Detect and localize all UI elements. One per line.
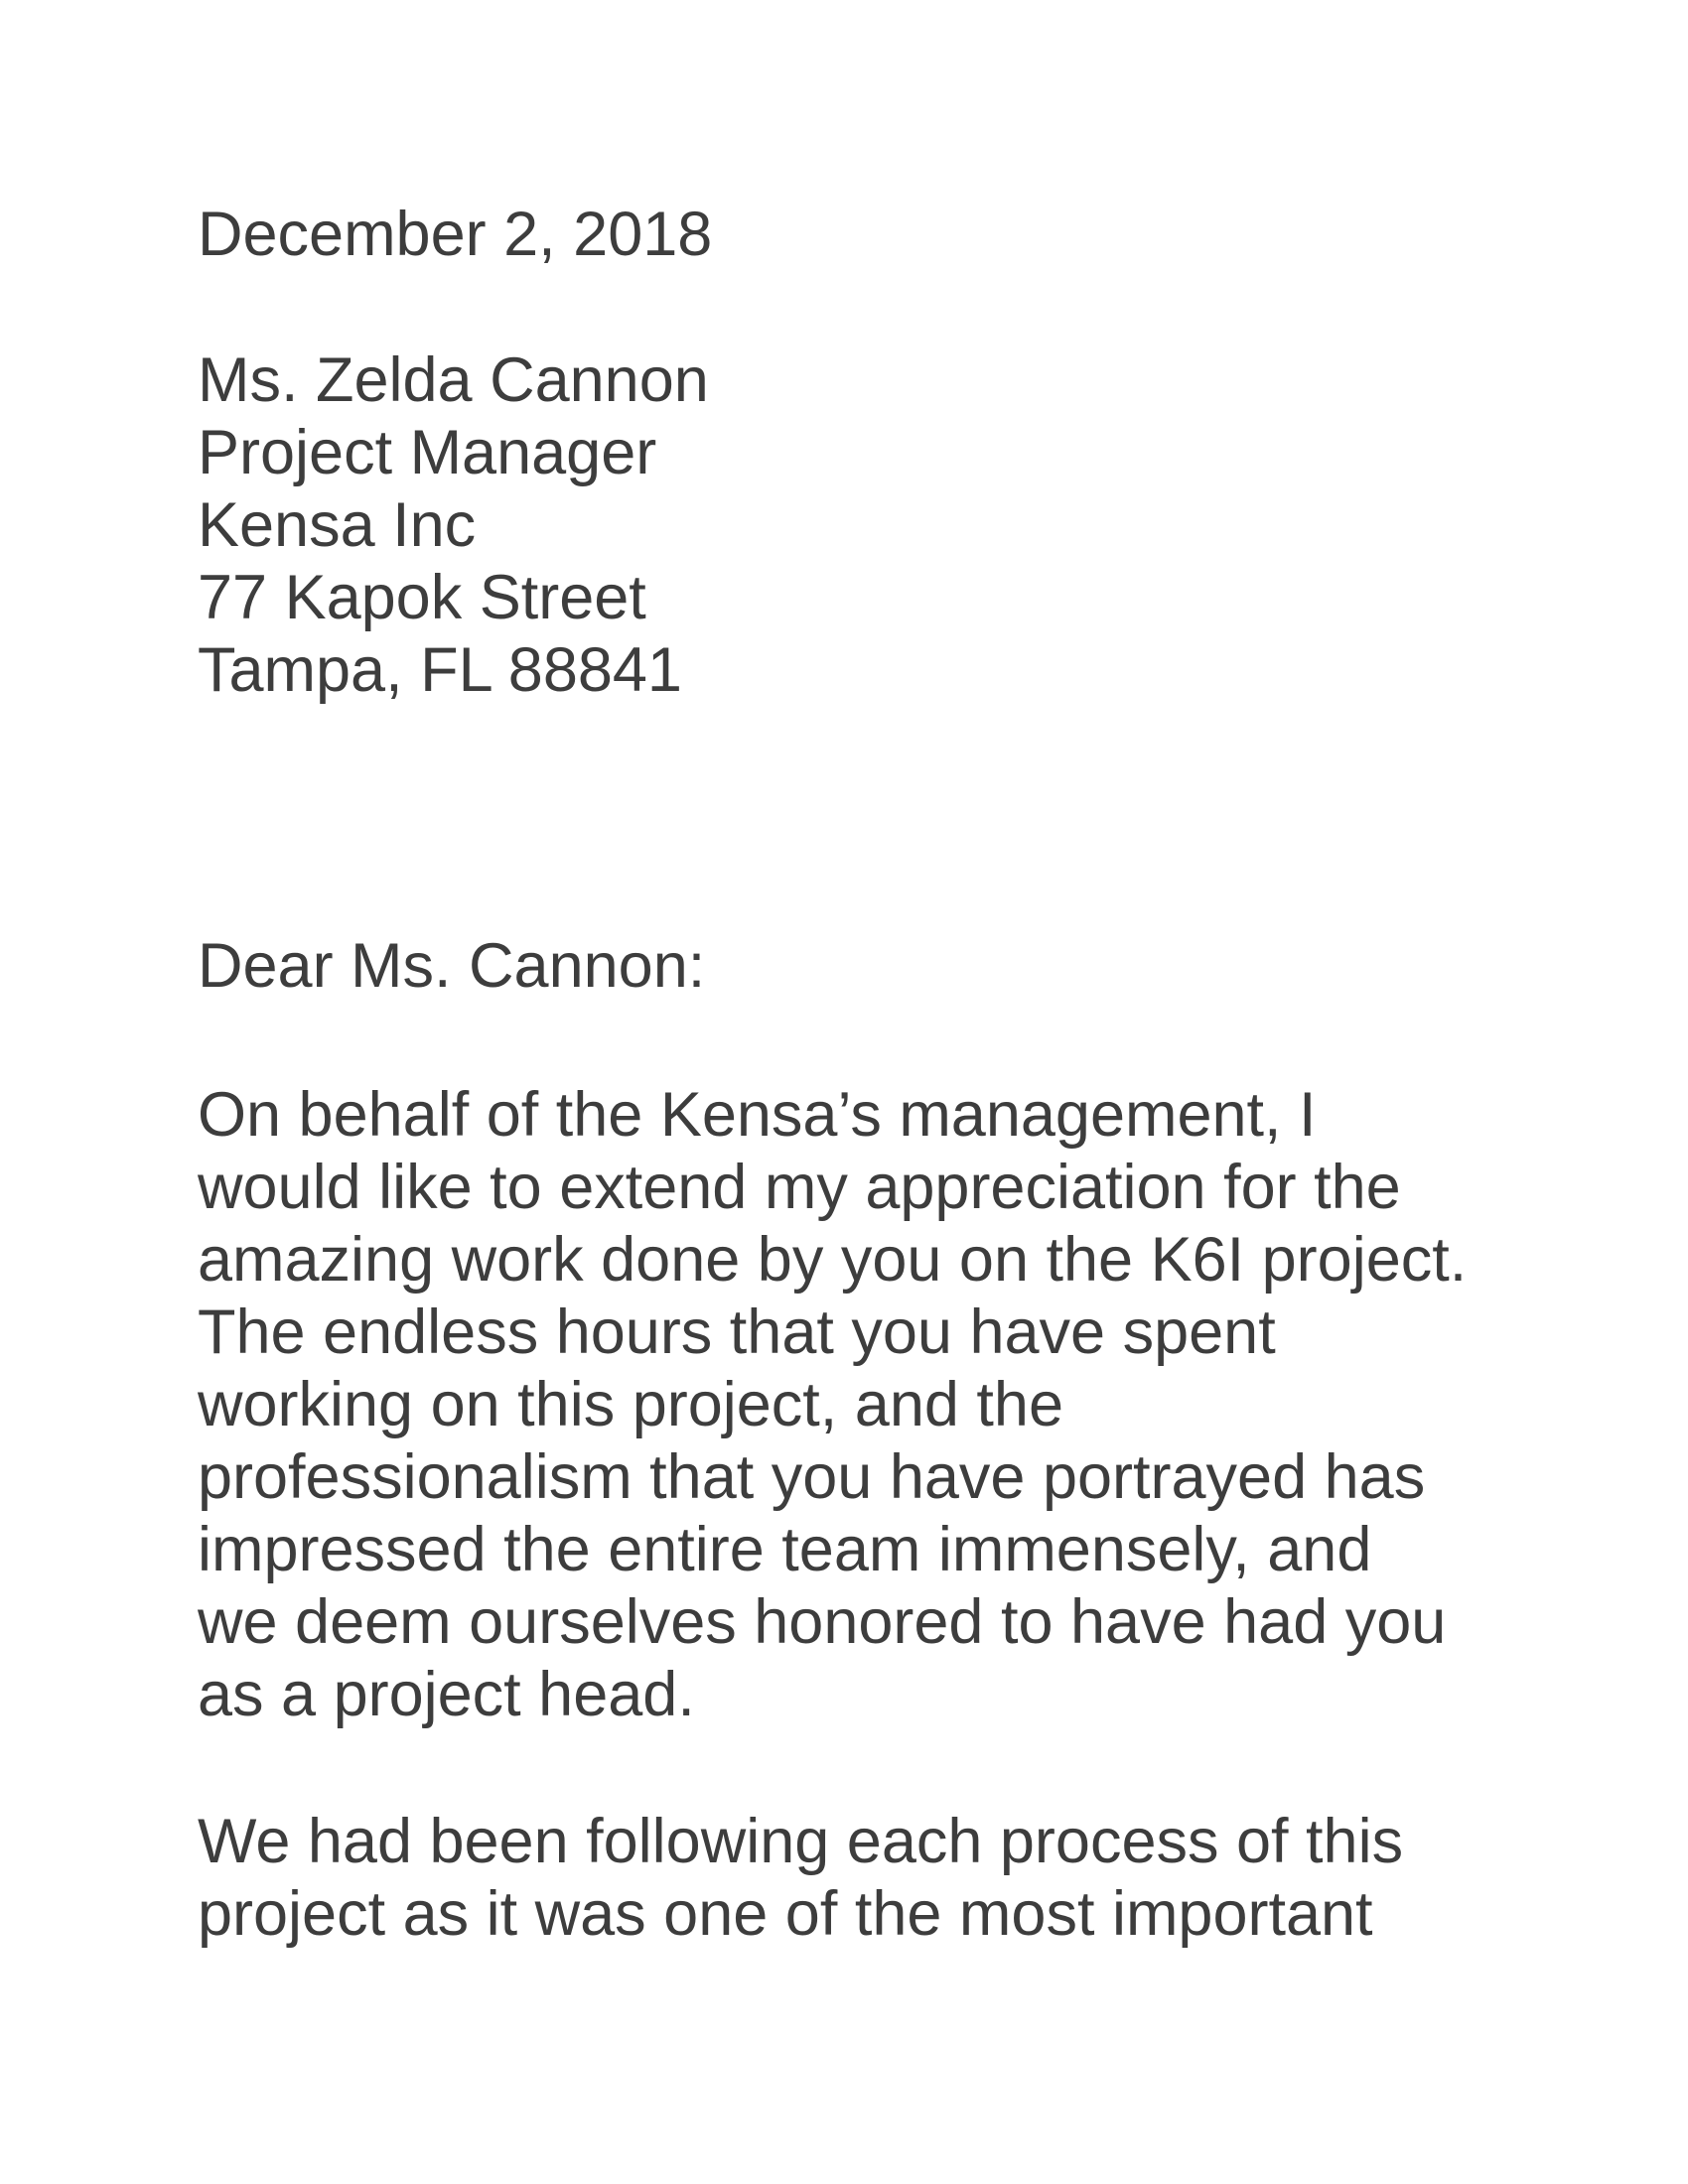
paragraph-1-line: professionalism that you have portrayed has: [198, 1442, 1426, 1512]
paragraph-1-line: The endless hours that you have spent: [198, 1297, 1276, 1367]
paragraph-2-line: We had been following each process of this: [198, 1807, 1404, 1876]
paragraph-2-line: project as it was one of the most important: [198, 1879, 1373, 1949]
recipient-city-state-zip: Tampa, FL 88841: [198, 635, 682, 705]
recipient-street: 77 Kapok Street: [198, 563, 646, 632]
letter-date: December 2, 2018: [198, 200, 713, 269]
recipient-title: Project Manager: [198, 418, 657, 487]
paragraph-1-line: amazing work done by you on the K6I project.: [198, 1225, 1468, 1295]
paragraph-1-line: as a project head.: [198, 1660, 695, 1729]
recipient-name: Ms. Zelda Cannon: [198, 345, 709, 415]
paragraph-1-line: we deem ourselves honored to have had you: [198, 1587, 1447, 1657]
paragraph-1-line: would like to extend my appreciation for the: [198, 1153, 1401, 1222]
paragraph-1-line: working on this project, and the: [198, 1370, 1064, 1439]
recipient-company: Kensa Inc: [198, 490, 477, 560]
salutation: Dear Ms. Cannon:: [198, 931, 706, 1001]
paragraph-1-line: On behalf of the Kensa’s management, I: [198, 1080, 1317, 1150]
paragraph-1-line: impressed the entire team immensely, and: [198, 1515, 1372, 1584]
